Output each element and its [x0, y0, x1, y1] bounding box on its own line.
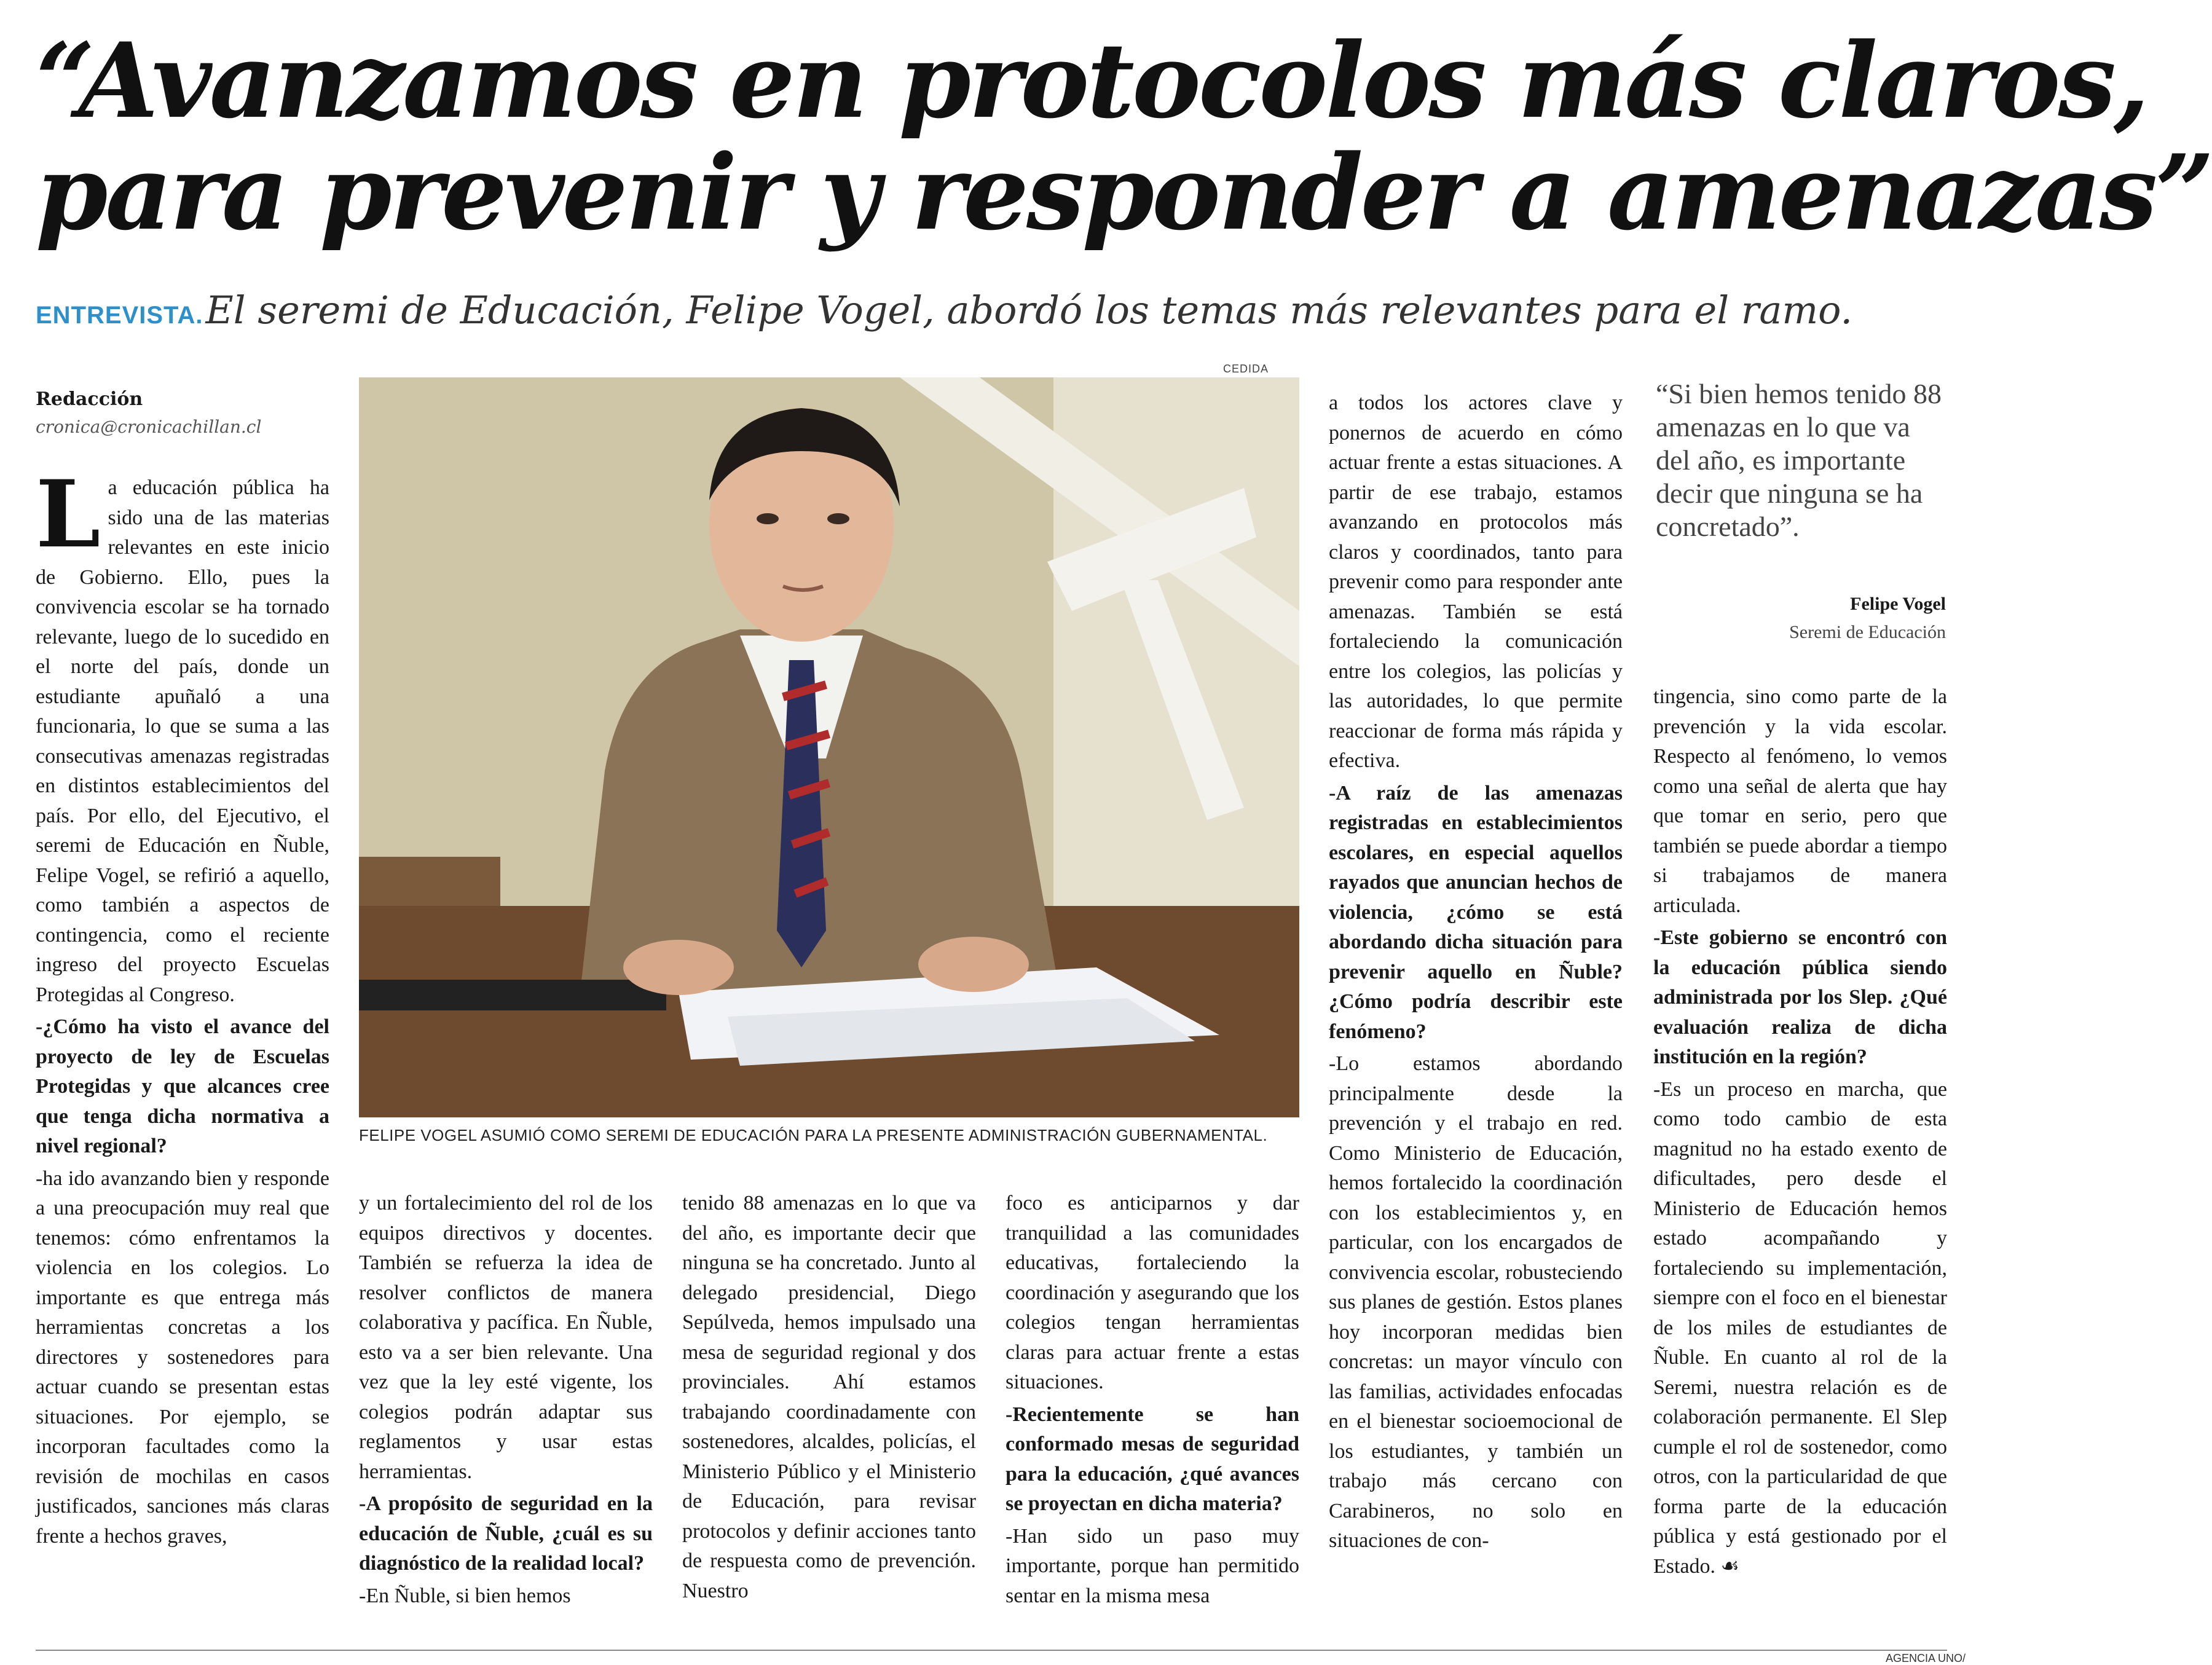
byline: Redacción: [36, 388, 143, 410]
interview-question: -A propósito de seguridad en la educación de Ñuble, ¿cuál es su diagnóstico de la realidad local?: [359, 1492, 653, 1575]
interview-question: -Este gobierno se encontró con la educación pública siendo administrada por los Slep. ¿Qué evaluación realiza de dicha institución en la región?: [1653, 926, 1947, 1068]
paragraph: a todos los actores clave y ponernos de acuerdo en cómo actuar frente a estas situaciones. A partir de ese trabajo, estamos avanzando en protocolos más claros y coordinados, tanto para prevenir como para responder ante amenazas. También se está fortaleciendo la comunicación entre los colegios, las policías y las autoridades, lo que permite reaccionar de forma más rápida y efectiva.: [1329, 392, 1623, 772]
pull-quote: “Si bien hemos tenido 88 amenazas en lo que va del año, es importante decir que ninguna se ha concretado”.: [1656, 378, 1942, 542]
pull-quote-role: Seremi de Educación: [1789, 622, 1946, 642]
paragraph: foco es anticiparnos y dar tranquilidad a las comunidades educativas, fortaleciendo la coordinación y asegurando que los colegios tengan herramientas claras para actuar frente a estas situaciones.: [1006, 1192, 1299, 1393]
interview-question: -A raíz de las amenazas registradas en establecimientos escolares, en especial aquellos rayados que anuncian hechos de violencia, ¿cómo se está abordando dicha situación para prevenir aquello en Ñuble? ¿Cómo podría describir este fenómeno?: [1329, 781, 1623, 1043]
paragraph: -Lo estamos abordando principalmente desde la prevención y el trabajo en red. Como Ministerio de Educación, hemos fortalecido la coordinación con los establecimientos y, en particular, con los encargados de convivencia escolar, robusteciendo sus planes de gestión. Estos planes hoy incorporan medidas bien concretas: un mayor vínculo con las familias, actividades enfocadas en el bienestar socioemocional de los estudiantes, y también un trabajo más cercano con Carabineros, no solo en situaciones de con-: [1329, 1052, 1623, 1552]
headline-line-2: para prevenir y responder a amenazas”: [36, 132, 2212, 253]
byline-email[interactable]: cronica@cronicachillan.cl: [36, 417, 262, 437]
portrait-photo: [359, 377, 1299, 1117]
dropcap: L: [36, 460, 101, 569]
paragraph: -ha ido avanzando bien y responde a una preocupación muy real que tenemos: cómo enfrentamos la violencia en los colegios. Lo importante es que entrega más herramientas concretas a los directores y sostenedores para actuar cuando se presentan estas situaciones. Por ejemplo, se incorporan facultades como la revisión de mochilas en casos justificados, sanciones más claras frente a hechos graves,: [36, 1167, 329, 1548]
paragraph: a educación pública ha sido una de las materias relevantes en este inicio de Gobierno. Ello, pues la convivencia escolar se ha tornado relevante, luego de lo sucedido en el norte del país, donde un estudiante apuñaló a una funcionaria, lo que se suma a las consecutivas amenazas registradas en distintos establecimientos del país. Por ello, del Ejecutivo, el seremi de Educación en Ñuble, Felipe Vogel, se refirió a aquello, como también a aspectos de contingencia, como el reciente ingreso del proyecto Escuelas Protegidas al Congreso.: [36, 476, 329, 1006]
column-4: [1006, 1189, 1299, 1613]
section-kicker: ENTREVISTA.: [36, 302, 203, 329]
column-2: [359, 1189, 653, 1613]
photo-credit: CEDIDA: [1223, 363, 1269, 375]
subheading: [36, 288, 1966, 333]
column-6: [1653, 682, 1947, 1584]
interview-question: -Recientemente se han conformado mesas de seguridad para la educación, ¿qué avances se proyectan en dicha materia?: [1006, 1403, 1299, 1515]
agency-credit: AGENCIA UNO/: [1885, 1652, 1966, 1664]
portrait-illustration: [359, 377, 1299, 1117]
paragraph: tingencia, sino como parte de la prevención y la vida escolar. Respecto al fenómeno, lo vemos como una señal de alerta que hay que tomar en serio, pero que también se puede abordar a tiempo si trabajamos de manera articulada.: [1653, 685, 1947, 917]
interview-question: -¿Cómo ha visto el avance del proyecto de ley de Escuelas Protegidas y que alcances cree que tenga dicha normativa a nivel regional?: [36, 1015, 329, 1157]
column-3: [682, 1189, 976, 1608]
paragraph: -Han sido un paso muy importante, porque han permitido sentar en la misma mesa: [1006, 1524, 1299, 1607]
headline: [36, 20, 2212, 253]
photo-caption: FELIPE VOGEL ASUMIÓ COMO SEREMI DE EDUCACIÓN PARA LA PRESENTE ADMINISTRACIÓN GUBERNAMENTAL.: [359, 1126, 1268, 1144]
paragraph: -En Ñuble, si bien hemos: [359, 1584, 571, 1607]
paragraph: -Es un proceso en marcha, que como todo cambio de esta magnitud no ha estado exento de dificultades, pero desde el Ministerio de Educación hemos estado acompañando y fortaleciendo su implementación, siempre con el foco en el bienestar de los miles de estudiantes de Ñuble. En cuanto al rol de la Seremi, nuestra relación es de colaboración permanente. El Slep cumple el rol de sostenedor, como otros, con la particularidad de que forma parte de la educación pública y está gestionado por el Estado. ☙: [1653, 1077, 1947, 1578]
pull-quote-name: Felipe Vogel: [1850, 594, 1946, 614]
column-5: [1329, 388, 1623, 1559]
subtitle: El seremi de Educación, Felipe Vogel, abordó los temas más relevantes para el ramo.: [205, 288, 1853, 333]
footer-rule: [36, 1650, 1947, 1651]
column-1: [36, 460, 329, 1554]
headline-line-1: “Avanzamos en protocolos más claros,: [36, 20, 2147, 141]
paragraph: tenido 88 amenazas en lo que va del año, es importante decir que ninguna se ha concretado. Junto al delegado presidencial, Diego Sepúlveda, hemos impulsado una mesa de seguridad regional y dos provinciales. Ahí estamos trabajando coordinadamente con sostenedores, alcaldes, policías, el Ministerio Público y el Ministerio de Educación, para revisar protocolos y definir acciones tanto de respuesta como de prevención. Nuestro: [682, 1192, 976, 1602]
paragraph: y un fortalecimiento del rol de los equipos directivos y docentes. También se refuerza la idea de resolver conflictos de manera colaborativa y pacífica. En Ñuble, esto va a ser bien relevante. Una vez que la ley esté vigente, los colegios podrán adaptar sus reglamentos y usar estas herramientas.: [359, 1192, 653, 1483]
